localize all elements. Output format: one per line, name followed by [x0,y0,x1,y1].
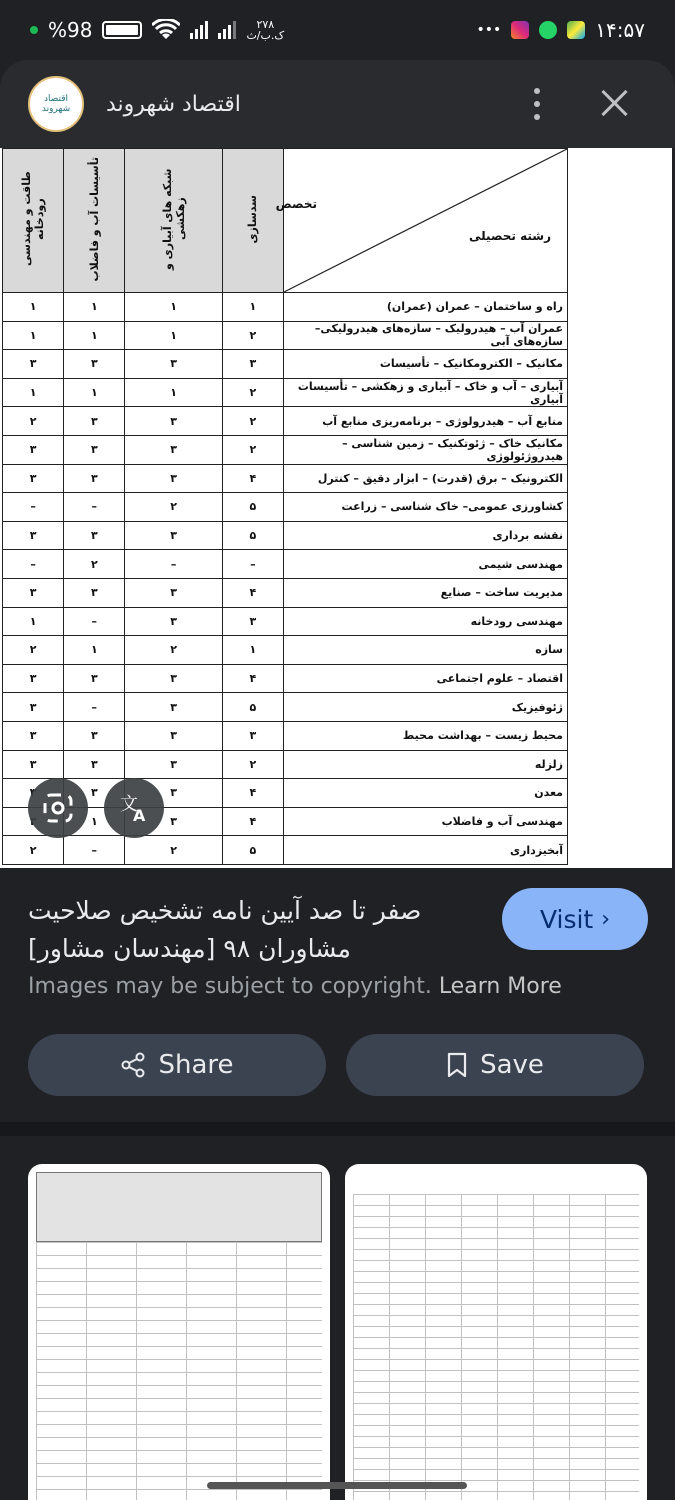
table-cell: ۱ [3,321,64,350]
row-label: اقتصاد – علوم اجتماعی [284,664,568,693]
gallery-icon [567,21,585,39]
table-cell: ۳ [125,521,222,550]
copyright-notice: Images may be subject to copyright. Learn More [28,974,562,999]
row-label: مهندسی شیمی [284,550,568,579]
bookmark-icon [446,1052,468,1078]
table-row [3,521,568,550]
row-label: محیط زیست – بهداشت محیط [284,721,568,750]
table-cell: ۵ [222,521,283,550]
table-cell: ۳ [3,664,64,693]
table-cell: ۴ [222,779,283,808]
table-cell: ۱ [64,807,125,836]
table-cell: ۳ [64,578,125,607]
table-cell: ۲ [125,836,222,865]
table-cell: ۱ [3,378,64,407]
signal-icon [190,21,208,39]
table-cell: ۳ [3,750,64,779]
table-cell: ۵ [222,836,283,865]
table-cell: ۲ [222,407,283,436]
table-cell: ۱ [222,293,283,322]
thumbnail-table-header [36,1172,322,1242]
table-row [3,607,568,636]
chevron-right-icon: › [601,906,611,932]
table-cell: ۳ [222,721,283,750]
image-viewer-card [0,60,675,1122]
table-cell: ۳ [64,521,125,550]
table-row [3,464,568,493]
instagram-icon [511,21,529,39]
home-indicator[interactable] [207,1482,467,1489]
row-label: عمران آب – هیدرولیک – سازه‌های هیدرولیکی– سازه‌های آبی [284,321,568,350]
table-cell: ۳ [3,464,64,493]
table-row [3,693,568,722]
table-cell: ۳ [125,779,222,808]
table-row [3,321,568,350]
share-icon [120,1052,146,1078]
share-button[interactable]: Share [28,1034,326,1096]
table-cell: ۵ [222,493,283,522]
table-cell: ۲ [64,550,125,579]
table-cell: ۴ [222,464,283,493]
whatsapp-icon [539,21,557,39]
table-cell: ۲ [222,435,283,464]
table-cell: ۳ [64,721,125,750]
column-header: سدسازی [222,149,283,293]
table-row [3,836,568,865]
column-header: تأسیسات آب و فاضلاب [64,149,125,293]
status-bar [0,0,675,60]
section-divider [0,1122,675,1136]
table-cell: ۴ [222,578,283,607]
table-row [3,407,568,436]
table-cell: ۳ [64,350,125,379]
table-cell: ۱ [64,293,125,322]
table-cell: ۲ [3,836,64,865]
table-cell: – [125,550,222,579]
column-header: شبکه های آبیاری و زهکشی [125,149,222,293]
battery-percent: %98 [48,18,93,42]
learn-more-link[interactable]: Learn More [438,974,562,999]
table-cell: ۳ [125,578,222,607]
table-cell: – [3,550,64,579]
table-cell: ۳ [64,750,125,779]
status-left [30,18,284,42]
table-cell: ۱ [125,378,222,407]
row-label: مهندسی آب و فاضلاب [284,807,568,836]
table-cell: ۳ [3,578,64,607]
table-cell: ۳ [125,693,222,722]
table-cell: ۳ [125,721,222,750]
table-row [3,378,568,407]
battery-icon [102,21,142,39]
table-cell: – [64,493,125,522]
more-options-icon[interactable] [527,88,547,120]
row-label: الکترونیک – برق (قدرت) – ابزار دقیق – کنترل [284,464,568,493]
table-cell: ۳ [125,464,222,493]
table-cell: ۳ [64,464,125,493]
table-cell: ۳ [125,807,222,836]
image-info-panel [0,868,675,1122]
table-cell: ۳ [64,779,125,808]
table-cell: ۲ [125,636,222,665]
row-label: سازه [284,636,568,665]
row-label: نقشه برداری [284,521,568,550]
table-cell: ۱ [64,636,125,665]
table-cell: ۴ [222,664,283,693]
row-label: معدن [284,779,568,808]
table-cell: ۳ [3,693,64,722]
table-cell: – [222,550,283,579]
table-row [3,578,568,607]
table-row [3,293,568,322]
table-cell: ۵ [222,693,283,722]
table-cell: ۳ [64,407,125,436]
table-row [3,350,568,379]
table-cell: ۱ [3,293,64,322]
row-label: مهندسی رودخانه [284,607,568,636]
table-cell: – [64,607,125,636]
image-caption[interactable]: صفر تا صد آیین نامه تشخیص صلاحیت مشاوران ۹۸ [مهندسان مشاور] [28,896,422,963]
table-cell: ۴ [222,807,283,836]
table-cell: ۱ [64,321,125,350]
svg-text:文: 文 [120,794,138,815]
close-icon[interactable] [599,88,629,118]
network-speed: ۲۷۸ ک.ب/ث [246,18,285,42]
table-row [3,721,568,750]
translate-button[interactable] [104,778,164,838]
table-cell: ۱ [3,607,64,636]
table-cell: ۳ [64,664,125,693]
row-label: مکانیک – الکترومکانیک – تأسیسات [284,350,568,379]
lens-search-button[interactable] [28,778,88,838]
table-cell: ۲ [222,750,283,779]
thumbnail-table-graphic [36,1242,322,1500]
corner-header: تخصص رشته تحصیلی [284,149,568,293]
row-label: کشاورزی عمومی– خاک شناسی – زراعت [284,493,568,522]
table-cell: ۲ [222,378,283,407]
row-label: آبخیزداری [284,836,568,865]
thumbnail-table-graphic [353,1194,639,1500]
related-image-thumbnail[interactable] [28,1164,330,1500]
table-cell: ۳ [64,435,125,464]
table-cell: ۱ [222,636,283,665]
table-cell: ۳ [3,350,64,379]
table-cell: ۳ [125,607,222,636]
status-right [477,18,646,42]
table-cell: ۳ [222,607,283,636]
lens-icon [42,792,74,824]
table-cell: ۳ [222,350,283,379]
row-label: مدیریت ساخت – صنایع [284,578,568,607]
site-title[interactable]: اقتصاد شهروند [106,91,241,117]
table-cell: ۳ [125,750,222,779]
table-row [3,493,568,522]
row-label: منابع آب – هیدرولوژی – برنامه‌ریزی منابع آب [284,407,568,436]
mic-indicator-icon [30,26,38,34]
clock: ۱۴:۵۷ [595,18,645,42]
table-cell: ۲ [222,321,283,350]
table-cell: ۲ [3,407,64,436]
table-cell: ۳ [125,435,222,464]
svg-text:A: A [133,806,146,824]
table-cell: – [64,693,125,722]
table-cell: ۱ [125,321,222,350]
row-label: مکانیک خاک – ژئوتکنیک – زمین شناسی – هیدروژئولوژی [284,435,568,464]
row-label: آبیاری – آب و خاک – آبیاری و زهکشی – تأسیسات آبیاری [284,378,568,407]
table-cell: ۳ [3,521,64,550]
table-cell: ۲ [3,636,64,665]
table-row [3,636,568,665]
table-cell: ۱ [125,293,222,322]
table-row [3,435,568,464]
signal-icon-2 [218,21,236,39]
row-label: راه و ساختمان – عمران (عمران) [284,293,568,322]
table-row [3,664,568,693]
wifi-icon [152,19,180,41]
table-cell: ۳ [125,664,222,693]
row-label: زلزله [284,750,568,779]
table-cell: ۱ [64,378,125,407]
table-cell: ۳ [125,350,222,379]
more-notifications-icon: ••• [476,22,502,38]
translate-icon [118,792,150,824]
column-header: طاقت و مهندسی رودخانه [3,149,64,293]
save-button[interactable]: Save [346,1034,644,1096]
site-logo[interactable]: اقتصاد شهروند [28,76,84,132]
viewer-header [0,60,675,148]
visit-button[interactable]: Visit › [502,888,648,950]
table-cell: – [64,836,125,865]
table-row [3,550,568,579]
table-cell: – [3,493,64,522]
related-image-thumbnail[interactable] [345,1164,647,1500]
table-cell: ۳ [125,407,222,436]
row-label: ژئوفیزیک [284,693,568,722]
document-table [2,148,568,865]
document-image[interactable] [0,148,672,868]
table-cell: ۲ [125,493,222,522]
table-cell: ۳ [3,721,64,750]
table-row [3,750,568,779]
table-cell: ۳ [3,435,64,464]
